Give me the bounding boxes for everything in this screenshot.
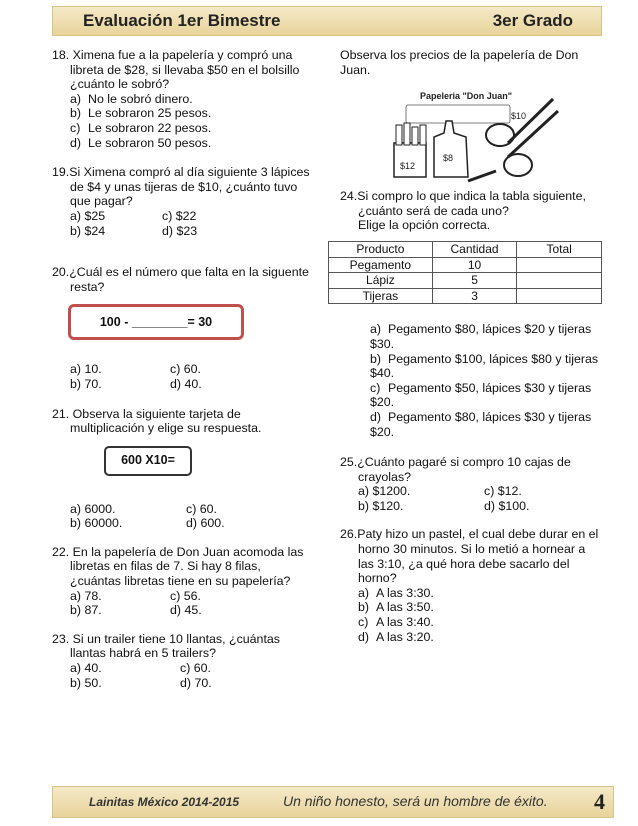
option-a: a) $25 [70,208,106,223]
option-d: d) 40. [170,376,202,391]
question-21-stem: 21. Observa la siguiente tarjeta de multiplicación y elige su respuesta. [52,406,262,436]
question-25 [340,455,602,513]
question-21 [52,407,314,531]
option-letter: b) [70,106,82,121]
question-18-option-d [52,136,314,151]
exam-title: Evaluación 1er Bimestre [83,11,281,30]
option-d: d) 600. [186,516,225,531]
price-label: $10 [511,111,527,122]
page-header [52,6,602,36]
column-header: Producto [329,241,433,257]
option-letter: d) [70,135,82,150]
option-text: Pegamento $50, lápices $30 y tijeras $20. [370,380,592,410]
question-26-option-c [340,615,602,630]
option-text: A las 3:20. [376,629,434,644]
option-c: c) 60. [180,661,211,676]
question-23-row-1 [52,661,314,676]
sign-frame [406,105,510,123]
question-25-row-1 [340,484,602,499]
right-column [340,48,602,644]
option-a: a) 6000. [70,501,116,516]
option-c: c) $12. [484,484,522,499]
option-d: d) 45. [170,603,202,618]
table-cell [517,273,602,289]
option-letter: b) [370,351,382,366]
pencil-icon [468,171,496,181]
table-cell: 5 [432,273,517,289]
question-26 [340,527,602,644]
option-letter: c) [358,615,369,630]
intro-text: Observa los precios de la papelería de Don Juan. [340,48,579,77]
option-text: A las 3:40. [376,615,434,630]
question-22-row-1 [52,589,314,604]
table-cell: Tijeras [329,288,433,304]
question-18-option-c [52,121,314,136]
question-24-option-c [352,381,602,410]
table-row [329,257,602,273]
option-letter: d) [370,409,382,424]
question-26-stem: 26.Paty hizo un pastel, el cual debe durar en el horno 30 minutos. Si lo metió a hornear a las 3:10, ¿a qué hora debe sacarlo del horno? [340,527,599,586]
question-20-row-2 [52,377,314,392]
table-cell: Lápiz [329,273,433,289]
option-a: a) 78. [70,588,102,603]
question-24 [340,189,602,439]
question-19-row-1 [52,209,314,224]
option-letter: a) [370,322,382,337]
shop-sign: Papeleria "Don Juan" [420,91,513,102]
option-letter: d) [358,629,370,644]
question-24-options [352,322,602,439]
question-26-option-a [340,586,602,601]
question-23-row-2 [52,676,314,691]
table-header-row [329,241,602,257]
option-text: Le sobraron 25 pesos. [88,106,212,121]
option-a: a) $1200. [358,484,411,499]
question-18-option-a [52,92,314,107]
question-22-stem: 22. En la papelería de Don Juan acomoda las libretas en filas de 7. Si hay 8 filas, ¿cuántas libretas tiene en su papelería? [52,544,304,589]
question-21-row-2 [52,516,314,531]
price-label: $12 [400,161,416,172]
pencil-box-icon [394,123,426,177]
scissors-icon [486,99,558,176]
question-19-row-2 [52,224,314,239]
question-24-instruction: Elige la opción correcta. [358,218,491,233]
footer-motto: Un niño honesto, será un hombre de éxito. [283,793,548,809]
option-c: c) $22 [162,208,197,223]
option-c: c) 60. [186,501,217,516]
option-c: c) 60. [170,362,201,377]
grade-label: 3er Grado [492,11,573,30]
left-column [52,48,314,690]
option-text: Pegamento $80, lápices $20 y tijeras $30. [370,322,592,351]
option-b: b) 87. [70,603,102,618]
table-cell [517,257,602,273]
table-cell: 3 [432,288,517,304]
question-26-option-d [340,630,602,645]
table-row [329,288,602,304]
question-19-stem: 19.Si Ximena compró al día siguiente 3 lápices de $4 y unas tijeras de $10, ¿cuánto tuvo que pagar? [52,165,310,209]
question-23-stem: 23. Si un trailer tiene 10 llantas, ¿cuántas llantas habrá en 5 trailers? [52,631,280,661]
stationery-illustration [368,85,568,185]
option-d: d) $100. [484,498,530,513]
question-22-row-2 [52,603,314,618]
question-23 [52,632,314,690]
page-footer [52,786,614,818]
column-header: Cantidad [432,241,517,257]
question-18-stem: 18. Ximena fue a la papelería y compró una libreta de $28, si llevaba $50 en el bolsillo ¿cuánto le sobró? [52,48,300,92]
option-text: Le sobraron 22 pesos. [88,120,212,135]
option-b: b) $24 [70,223,106,238]
option-letter: b) [358,600,370,615]
option-letter: a) [358,585,370,600]
option-text: Le sobraron 50 pesos. [88,135,212,150]
option-letter: a) [70,91,82,106]
question-18-option-b [52,106,314,121]
question-20-row-1 [52,362,314,377]
option-text: A las 3:50. [376,600,434,615]
question-22 [52,545,314,618]
option-d: d) 70. [180,675,212,690]
footer-credit: Lainitas México 2014-2015 [89,795,240,809]
option-a: a) 40. [70,661,102,676]
option-a: a) 10. [70,362,102,377]
question-20-stem: 20.¿Cuál es el número que falta en la siguente resta? [52,265,309,294]
question-24-option-a [352,322,602,351]
column-header: Total [517,241,602,257]
table-cell: 10 [432,257,517,273]
option-d: d) $23 [162,223,198,238]
glue-bottle-icon [434,121,468,177]
table-cell: Pegamento [329,257,433,273]
products-table [328,241,602,304]
option-b: b) 60000. [70,516,123,531]
page-number: 4 [594,789,605,814]
question-25-stem: 25.¿Cuánto pagaré si compro 10 cajas de crayolas? [340,455,571,484]
option-text: No le sobró dinero. [88,91,193,106]
question-26-option-b [340,600,602,615]
table-row [329,273,602,289]
subtraction-box: 100 - ________= 30 [68,304,244,340]
price-label: $8 [443,153,454,164]
option-letter: c) [370,380,381,395]
option-c: c) 56. [170,588,201,603]
table-cell [517,288,602,304]
question-24-option-b [352,352,602,381]
option-b: b) 50. [70,675,102,690]
question-18 [52,48,314,150]
option-b: b) 70. [70,376,102,391]
option-b: b) $120. [358,498,404,513]
question-25-row-2 [340,499,602,514]
question-20 [52,265,314,391]
option-letter: c) [70,120,81,135]
option-text: Pegamento $100, lápices $80 y tijeras $40. [370,351,599,381]
question-19 [52,165,314,238]
question-24-option-d [352,410,602,439]
option-text: Pegamento $80, lápices $30 y tijeras $20. [370,409,592,439]
question-24-stem: 24.Si compro lo que indica la tabla siguiente, ¿cuánto será de cada uno? [340,189,586,218]
multiplication-card: 600 X10= [104,446,192,476]
question-21-row-1 [52,502,314,517]
option-text: A las 3:30. [376,585,434,600]
